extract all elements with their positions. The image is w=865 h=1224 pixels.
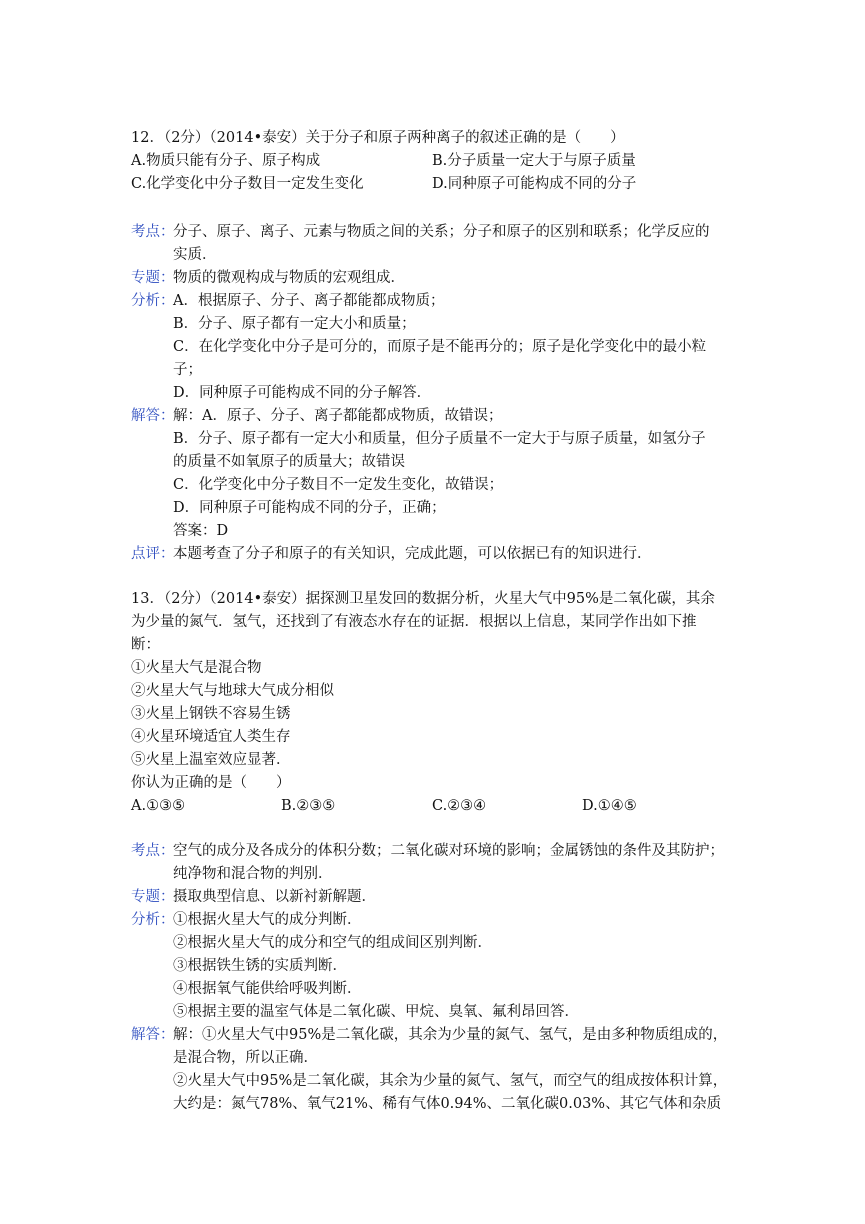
q13-statement-5: ⑤火星上温室效应显著．	[131, 752, 291, 768]
q12-fenxi-line-2: B．分子、原子都有一定大小和质量；	[173, 316, 416, 332]
q13-zhuanti-line-1: 摄取典型信息、以新衬新解题．	[173, 889, 376, 905]
q13-stem-line-1: 13．（2分）（2014•泰安）据探测卫星发回的数据分析，火星大气中95%是二氧化碳，其余	[131, 591, 715, 607]
q13-stem-line-2: 为少量的氮气．氢气，还找到了有液态水存在的证据．根据以上信息，某同学作出如下推	[131, 614, 697, 630]
q13-kaodian-label: 考点：	[131, 843, 175, 859]
q12-jieda-line-6: 答案：D	[173, 523, 229, 539]
q13-fenxi-line-5: ⑤根据主要的温室气体是二氧化碳、甲烷、臭氧、氟利昂回答．	[173, 1004, 579, 1020]
q12-jieda-line-4: C．化学变化中分子数目不一定发生变化，故错误；	[173, 477, 504, 493]
q12-fenxi-line-1: A．根据原子、分子、离子都能都成物质；	[173, 293, 445, 309]
q13-statement-3: ③火星上钢铁不容易生锈	[131, 706, 291, 722]
q13-statement-1: ①火星大气是混合物	[131, 660, 262, 676]
q13-fenxi-line-1: ①根据火星大气的成分判断．	[173, 912, 362, 928]
q13-fenxi-line-2: ②根据火星大气的成分和空气的组成间区别判断．	[173, 935, 492, 951]
q13-fenxi-line-4: ④根据氧气能供给呼吸判断．	[173, 981, 362, 997]
q13-option-c: C.②③④	[432, 798, 487, 814]
q13-statement-2: ②火星大气与地球大气成分相似	[131, 683, 334, 699]
q12-kaodian-line-1: 分子、原子、离子、元素与物质之间的关系；分子和原子的区别和联系；化学反应的	[173, 224, 710, 240]
q13-kaodian-line-2: 纯净物和混合物的判别．	[173, 866, 333, 882]
q12-zhuanti-line-1: 物质的微观构成与物质的宏观组成．	[173, 270, 405, 286]
q12-zhuanti-label: 专题：	[131, 270, 175, 286]
q12-fenxi-label: 分析：	[131, 293, 175, 309]
q13-kaodian-line-1: 空气的成分及各成分的体积分数；二氧化碳对环境的影响；金属锈蚀的条件及其防护；	[173, 843, 724, 859]
q13-jieda-label: 解答：	[131, 1027, 175, 1043]
q13-option-a: A.①③⑤	[131, 798, 186, 814]
q13-option-d: D.①④⑤	[582, 798, 637, 814]
q12-jieda-line-2: B．分子、原子都有一定大小和质量，但分子质量不一定大于与原子质量，如氢分子	[173, 431, 706, 447]
q13-option-b: B.②③⑤	[281, 798, 336, 814]
q13-jieda-line-3: ②火星大气中95%是二氧化碳，其余为少量的氮气、氢气，而空气的组成按体积计算，	[173, 1073, 728, 1089]
q12-jieda-label: 解答：	[131, 408, 175, 424]
q12-dianping-label: 点评：	[131, 546, 175, 562]
q12-jieda-line-5: D．同种原子可能构成不同的分子，正确；	[173, 500, 446, 516]
q12-option-c: C.化学变化中分子数目一定发生变化	[131, 176, 364, 192]
q13-jieda-line-1: 解：①火星大气中95%是二氧化碳，其余为少量的氮气、氢气，是由多种物质组成的，	[173, 1027, 728, 1043]
q13-jieda-line-2: 是混合物，所以正确．	[173, 1050, 318, 1066]
q12-jieda-line-1: 解：A．原子、分子、离子都能都成物质，故错误；	[173, 408, 503, 424]
q12-dianping-line-1: 本题考查了分子和原子的有关知识，完成此题，可以依据已有的知识进行．	[173, 546, 652, 562]
q12-jieda-line-3: 的质量不如氧原子的质量大；故错误	[173, 454, 405, 470]
q13-stem-line-3: 断：	[131, 637, 160, 653]
q13-statement-4: ④火星环境适宜人类生存	[131, 729, 291, 745]
q13-zhuanti-label: 专题：	[131, 889, 175, 905]
q12-fenxi-line-4: 子；	[173, 362, 202, 378]
q13-jieda-line-4: 大约是：氮气78%、氧气21%、稀有气体0.94%、二氧化碳0.03%、其它气体和杂质	[173, 1096, 722, 1112]
q12-fenxi-line-5: D．同种原子可能构成不同的分子解答．	[173, 385, 432, 401]
q12-option-d: D.同种原子可能构成不同的分子	[432, 176, 637, 192]
q12-kaodian-line-2: 实质．	[173, 247, 217, 263]
q12-stem: 12．（2分）（2014•泰安）关于分子和原子两种离子的叙述正确的是（ ）	[131, 130, 625, 146]
q13-question: 你认为正确的是（ ）	[131, 775, 291, 791]
q13-fenxi-label: 分析：	[131, 912, 175, 928]
q12-option-a: A.物质只能有分子、原子构成	[131, 153, 321, 169]
q12-kaodian-label: 考点：	[131, 224, 175, 240]
q12-option-b: B.分子质量一定大于与原子质量	[432, 153, 636, 169]
q13-fenxi-line-3: ③根据铁生锈的实质判断．	[173, 958, 347, 974]
q12-fenxi-line-3: C．在化学变化中分子是可分的，而原子是不能再分的；原子是化学变化中的最小粒	[173, 339, 707, 355]
